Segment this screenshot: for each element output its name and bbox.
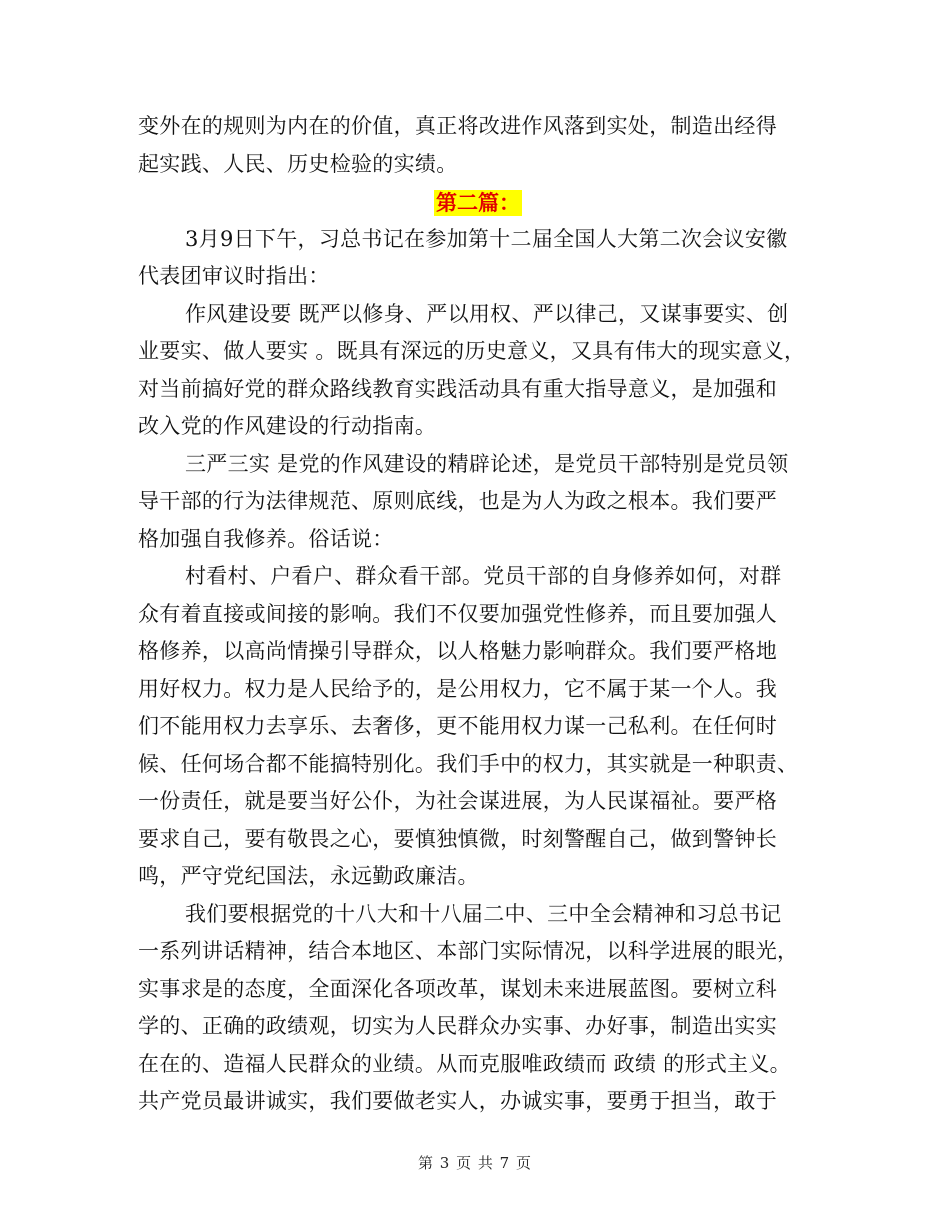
text-line: 改入党的作风建设的行动指南。: [138, 414, 437, 438]
text-line: 鸣，严守党纪国法，永远勤政廉洁。: [138, 864, 479, 888]
text-line: 候、任何场合都不能搞特别化。我们手中的权力，其实就是一种职责、: [138, 751, 799, 776]
text-line: 在在的、造福人民群众的业绩。从而克服唯政绩而 政绩 的形式主义。: [138, 1051, 791, 1076]
text-line: 代表团审议时指出：: [138, 264, 330, 288]
text-line: 学的、正确的政绩观，切实为人民群众办实事、办好事，制造出实实: [138, 1014, 777, 1038]
page-number-footer: 第 3 页 共 7 页: [418, 1154, 532, 1172]
text-line: 格加强自我修养。俗话说：: [138, 526, 394, 551]
paragraph-first-line: 3月9日下午，习总书记在参加第十二届全国人大第二次会议安徽: [185, 226, 788, 251]
section-heading: 第二篇：: [436, 189, 520, 215]
document-body: [138, 108, 818, 1121]
text-line: 用好权力。权力是人民给予的，是公用权力，它不属于某一个人。我: [138, 676, 777, 701]
text-line: 对当前搞好党的群众路线教育实践活动具有重大指导意义，是加强和: [138, 376, 777, 401]
text-line: 共产党员最讲诚实，我们要做老实人，办诚实事，要勇于担当，敢于: [138, 1089, 777, 1113]
text-line: 们不能用权力去享乐、去奢侈，更不能用权力谋一己私利。在任何时: [138, 714, 777, 738]
paragraph-first-line: 我们要根据党的十八大和十八届二中、三中全会精神和习总书记: [185, 901, 782, 926]
text-line: 导干部的行为法律规范、原则底线，也是为人为政之根本。我们要严: [138, 489, 777, 513]
text-line: 业要实、做人要实 。既具有深远的历史意义，又具有伟大的现实意义，: [138, 339, 806, 363]
text-line: 起实践、人民、历史检验的实绩。: [138, 151, 458, 176]
text-line: 变外在的规则为内在的价值，真正将改进作风落到实处，制造出经得: [138, 114, 777, 138]
text-line: 要求自己，要有敬畏之心，要慎独慎微，时刻警醒自己，做到警钟长: [138, 826, 777, 851]
section-heading-row: [138, 183, 818, 221]
text-line: 一份责任，就是要当好公仆，为社会谋进展，为人民谋福祉。要严格: [138, 789, 777, 813]
text-line: 格修养，以高尚情操引导群众，以人格魅力影响群众。我们要严格地: [138, 639, 777, 663]
paragraph-first-line: 作风建设要 既严以修身、严以用权、严以律己，又谋事要实、创: [185, 301, 789, 326]
text-line: 众有着直接或间接的影响。我们不仅要加强党性修养，而且要加强人: [138, 601, 777, 626]
paragraph-first-line: 村看村、户看户、群众看干部。党员干部的自身修养如何，对群: [185, 564, 782, 588]
paragraph-first-line: 三严三实 是党的作风建设的精辟论述，是党员干部特别是党员领: [185, 451, 789, 476]
text-line: 实事求是的态度，全面深化各项改革，谋划未来进展蓝图。要树立科: [138, 976, 777, 1001]
text-line: 一系列讲话精神，结合本地区、本部门实际情况，以科学进展的眼光，: [138, 939, 799, 963]
